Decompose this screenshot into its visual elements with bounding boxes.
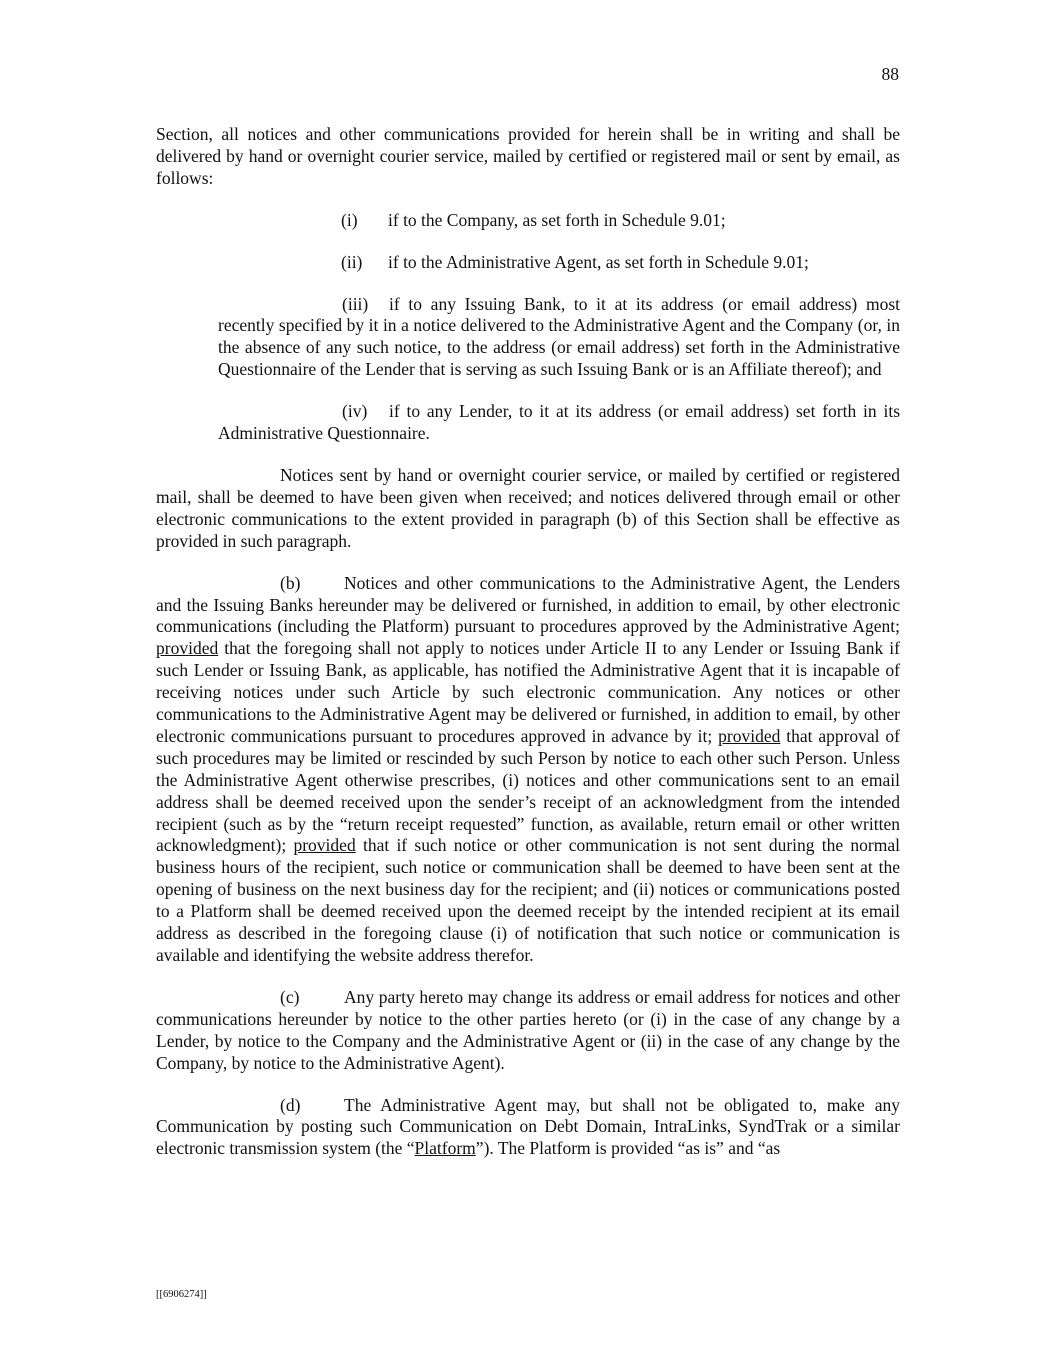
paragraph-text: ”). The Platform is provided “as is” and “as <box>475 1138 781 1159</box>
list-item-iii <box>156 294 900 382</box>
list-item-text: if to the Company, as set forth in Schedule 9.01; <box>388 209 726 230</box>
list-item-i <box>156 210 900 232</box>
paragraph-text: that approval of such procedures may be limited or rescinded by such Person by notice to each other such Person. Unless the Administrative Agent otherwise prescribes, (i) notices and other communications sent to an email address shall be deemed received upon the sender’s receipt of an acknowledgment from the intended recipient (such as by the “return receipt requested” function, as available, return email or other written acknowledgment); <box>156 725 900 856</box>
document-footer-id: [[6906274]] <box>156 1289 207 1300</box>
intro-paragraph: Section, all notices and other communications provided for herein shall be in writing and shall be delivered by hand or overnight courier service, mailed by certified or registered mail or sent by email, as follows: <box>156 124 900 188</box>
underlined-term: provided <box>293 835 356 856</box>
list-item-number: (ii) <box>341 251 363 272</box>
list-item-number: (i) <box>341 209 358 230</box>
paragraph-d <box>156 1095 900 1161</box>
notices-paragraph: Notices sent by hand or overnight courier service, or mailed by certified or registered mail, shall be deemed to have been given when received; and notices delivered through email or other electronic communications to the extent provided in paragraph (b) of this Section shall be effective as provided in such paragraph. <box>156 464 900 551</box>
paragraph-text: The Administrative Agent may, but shall not be obligated to, make any Communication by posting such Communication on Debt Domain, IntraLinks, SyndTrak or a similar electronic transmission system (the “ <box>156 1094 900 1159</box>
paragraph-text: that the foregoing shall not apply to notices under Article II to any Lender or Issuing Bank if such Lender or Issuing Bank, as applicable, has notified the Administrative Agent that it is incapable of receiving notices under such Article by such electronic communication. Any notices or other communications to the Administrative Agent may be delivered or furnished, in addition to email, by other electronic communications pursuant to procedures approved in advance by it; <box>156 638 900 746</box>
paragraph-number: (c) <box>280 986 300 1007</box>
list-item-iv <box>156 401 900 445</box>
page-number: 88 <box>881 64 899 84</box>
list-item-text: if to any Lender, to it at its address (or email address) set forth in its Administrative Questionnaire. <box>218 401 900 444</box>
paragraph-number: (b) <box>280 572 301 593</box>
document-body <box>156 124 900 1160</box>
paragraph-c <box>156 987 900 1075</box>
paragraph-text: Notices and other communications to the Administrative Agent, the Lenders and the Issuing Banks hereunder may be delivered or furnished, in addition to email, by other electronic communications (including the Platform) pursuant to procedures approved by the Administrative Agent; <box>156 572 900 637</box>
list-item-number: (iii) <box>342 293 369 314</box>
list-item-ii <box>156 252 900 274</box>
underlined-term: Platform <box>414 1138 476 1159</box>
paragraph-text: Any party hereto may change its address or email address for notices and other communications hereunder by notice to the other parties hereto (or (i) in the case of any change by a Lender, by notice to the Company and the Administrative Agent or (ii) in the case of any change by the Company, by notice to the Administrative Agent). <box>156 986 900 1073</box>
list-item-text: if to the Administrative Agent, as set forth in Schedule 9.01; <box>388 251 809 272</box>
paragraph-b <box>156 573 900 967</box>
list-item-text: if to any Issuing Bank, to it at its address (or email address) most recently specified by it in a notice delivered to the Administrative Agent and the Company (or, in the absence of any such notice, to the address (or email address) set forth in the Administrative Questionnaire of the Lender that is serving as such Issuing Bank or is an Affiliate thereof); and <box>218 293 900 380</box>
underlined-term: provided <box>156 638 219 659</box>
list-item-number: (iv) <box>342 401 368 422</box>
paragraph-number: (d) <box>280 1094 301 1115</box>
underlined-term: provided <box>718 725 781 746</box>
paragraph-text: that if such notice or other communication is not sent during the normal business hours of the recipient, such notice or communication shall be deemed to have been sent at the opening of business on the next business day for the recipient; and (ii) notices or communications posted to a Platform shall be deemed received upon the deemed receipt by the intended recipient at its email address as described in the foregoing clause (i) of notification that such notice or communication is available and identifying the website address therefor. <box>156 835 900 965</box>
